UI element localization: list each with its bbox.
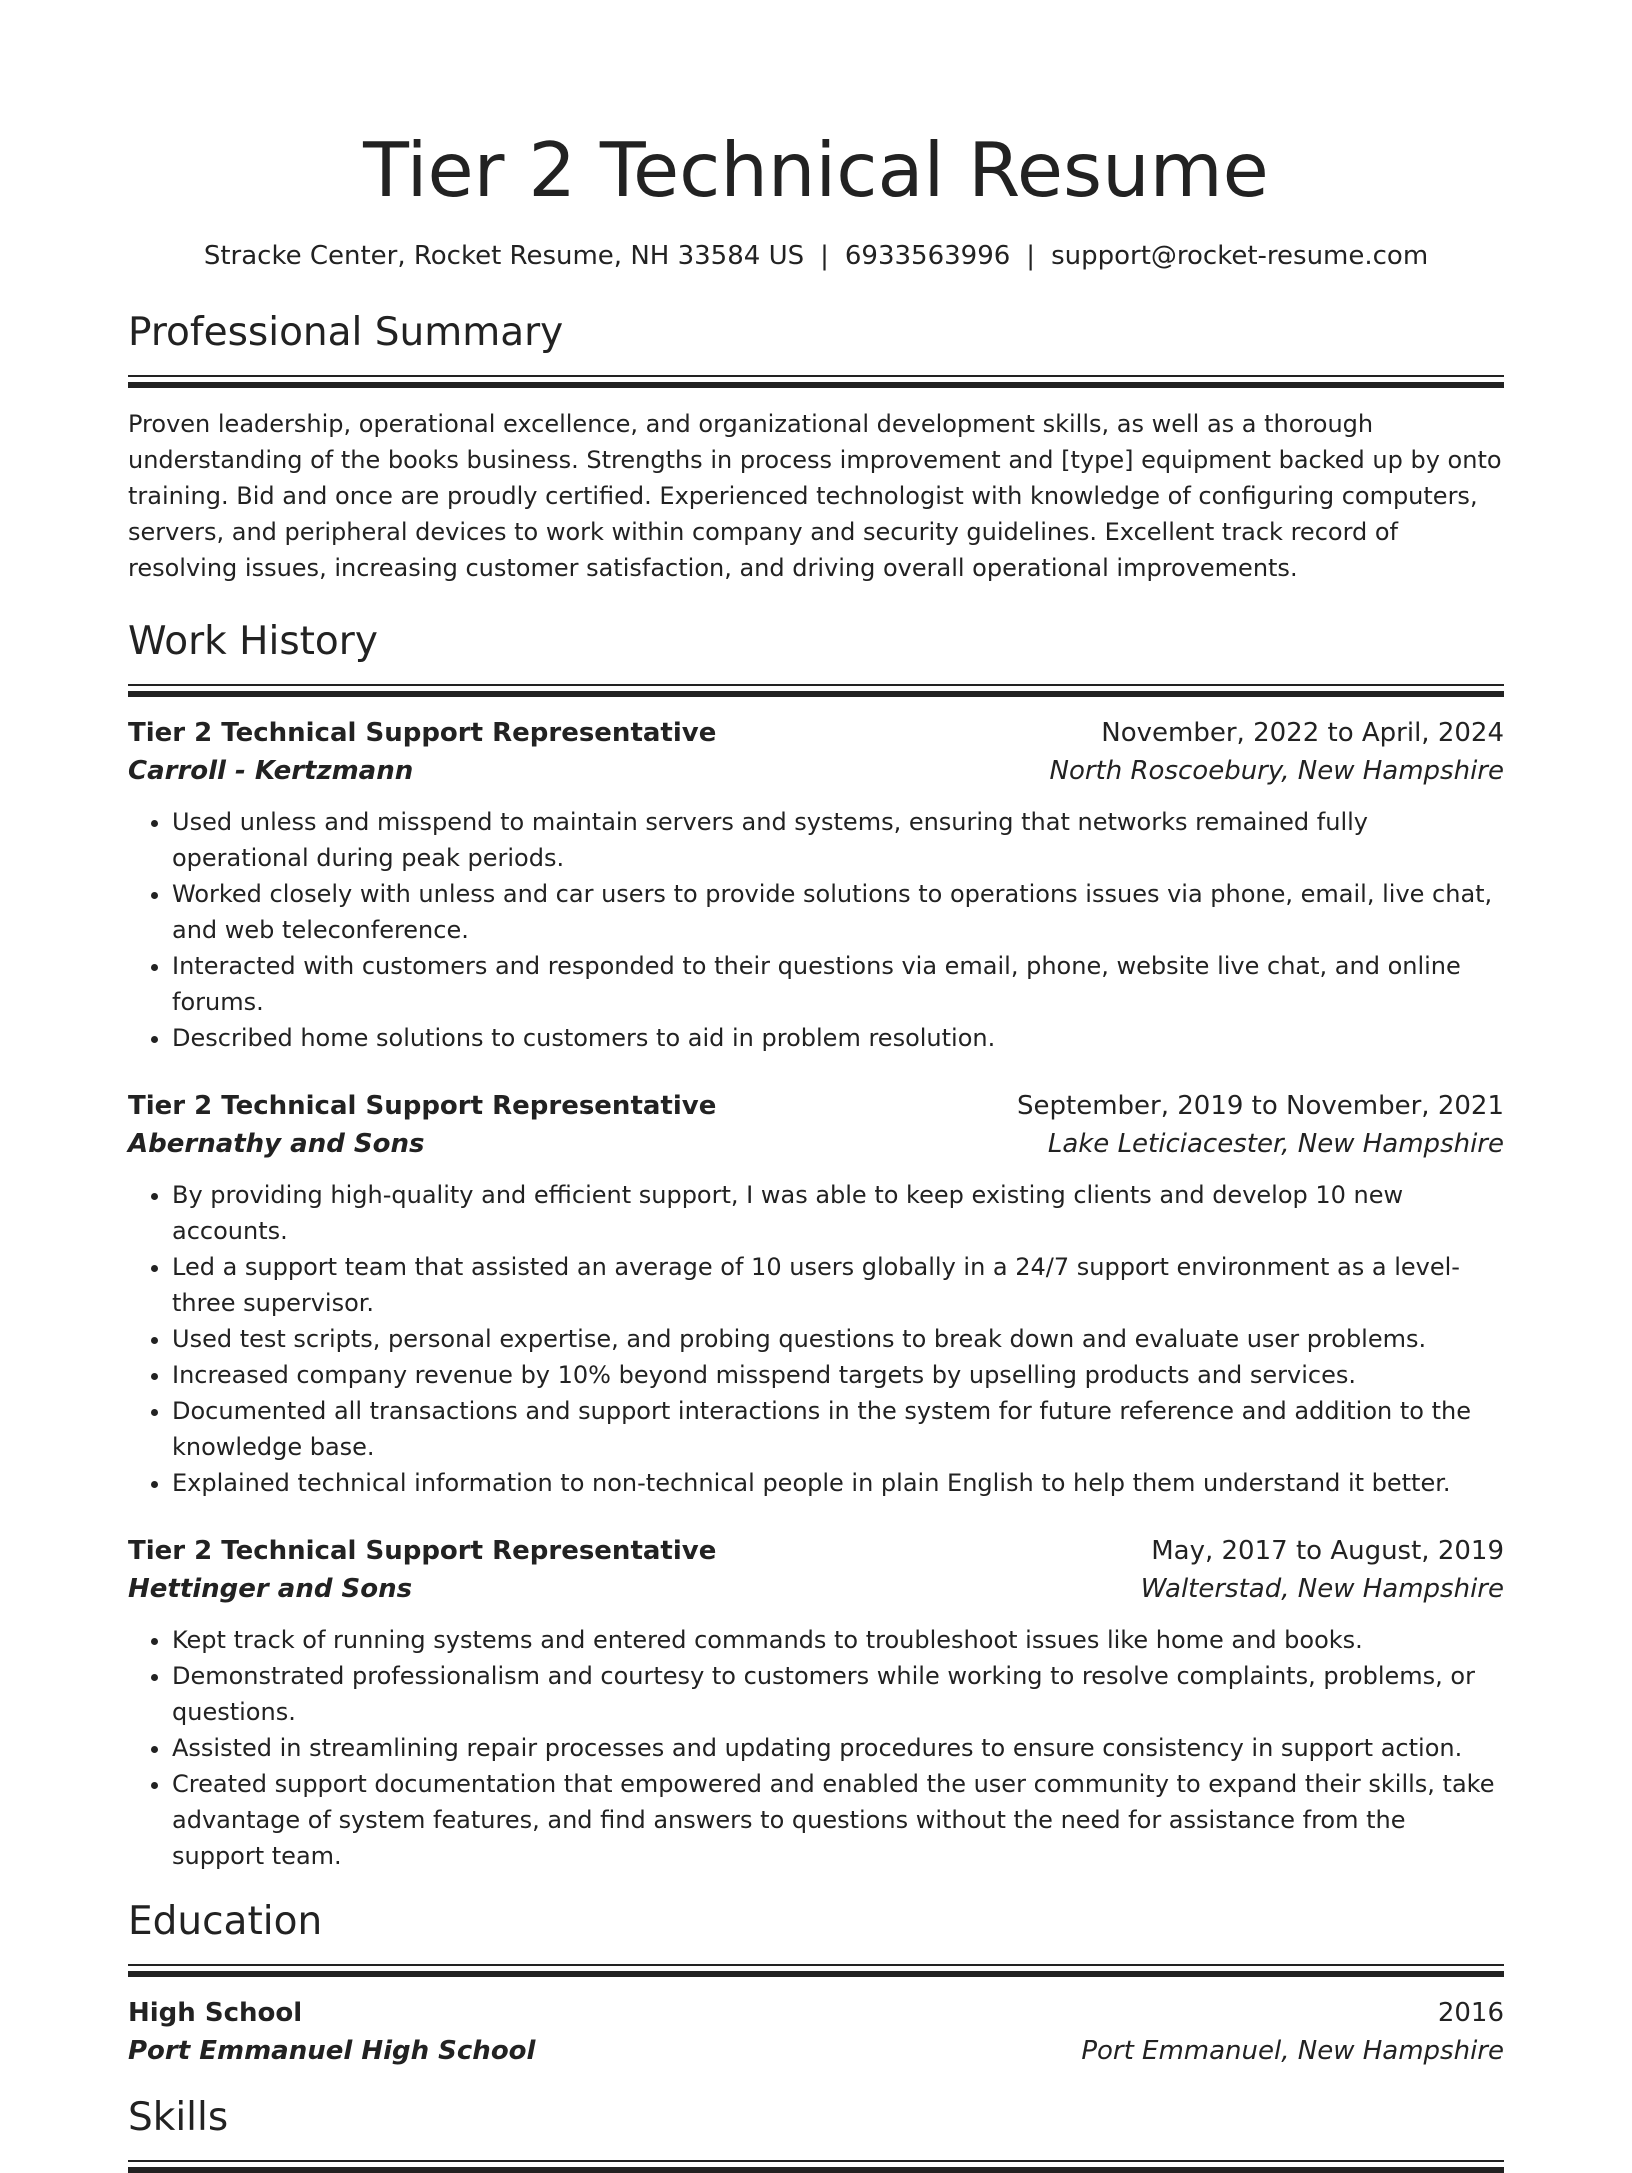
education-location: Port Emmanuel, New Hampshire — [1081, 2036, 1504, 2066]
list-item: • Increased company revenue by 10% beyond misspend targets by upselling products and services. — [172, 1357, 1504, 1393]
job-subheader — [128, 752, 1504, 790]
list-item: • Used unless and misspend to maintain servers and systems, ensuring that networks remained fully operational during peak periods. — [172, 804, 1504, 876]
work-section — [128, 616, 1504, 1874]
contact-separator: | — [820, 241, 829, 271]
contact-phone: 6933563996 — [844, 241, 1011, 271]
list-item: • Documented all transactions and support interactions in the system for future reference and addition to the knowledge base. — [172, 1393, 1504, 1465]
job-header — [128, 1087, 1504, 1125]
contact-separator: | — [1026, 241, 1036, 271]
job-location: Walterstad, New Hampshire — [1140, 1574, 1504, 1604]
list-item: • Led a support team that assisted an average of 10 users globally in a 24/7 support environment as a level-three supervisor. — [172, 1249, 1504, 1321]
section-title-education: Education — [128, 1899, 323, 1944]
summary-text: Proven leadership, operational excellence, and organizational development skills, as well as a thorough understanding of the books business. Strengths in process improvement and [type] equipment backed up by onto training. Bid and once are proudly certified. Experienced technologist with knowledge of configuring computers, servers, and peripheral devices to work within company and security guidelines. Excellent track record of resolving issues, increasing customer satisfaction, and driving overall operational improvements. — [128, 410, 1502, 582]
list-item: • Created support documentation that empowered and enabled the user community to expand their skills, take advantage of system features, and find answers to questions without the need for assistance from the support team. — [172, 1766, 1504, 1874]
education-subheader — [128, 2032, 1504, 2070]
job-company: Carroll - Kertzmann — [128, 756, 414, 786]
contact-line — [128, 238, 1504, 274]
job-bullets — [128, 804, 1504, 1056]
list-item: • Used test scripts, personal expertise, and probing questions to break down and evaluate user problems. — [172, 1321, 1504, 1357]
job-subheader — [128, 1570, 1504, 1608]
list-item: • Kept track of running systems and entered commands to troubleshoot issues like home and books. — [172, 1622, 1504, 1658]
job-dates: May, 2017 to August, 2019 — [1151, 1536, 1504, 1566]
list-item: • By providing high-quality and efficient support, I was able to keep existing clients and develop 10 new accounts. — [172, 1177, 1504, 1249]
section-divider — [128, 1964, 1504, 1977]
job-entry — [128, 714, 1504, 1056]
education-section — [128, 1896, 1504, 2070]
skills-section — [128, 2092, 1504, 2173]
job-company: Abernathy and Sons — [128, 1129, 425, 1159]
education-school: Port Emmanuel High School — [128, 2036, 536, 2066]
job-header — [128, 714, 1504, 752]
job-location: Lake Leticiacester, New Hampshire — [1047, 1129, 1504, 1159]
summary-section — [128, 307, 1504, 586]
job-bullets — [128, 1177, 1504, 1501]
education-year: 2016 — [1437, 1998, 1504, 2028]
job-title: Tier 2 Technical Support Representative — [128, 718, 717, 748]
section-title-work: Work History — [128, 619, 378, 664]
section-divider — [128, 2160, 1504, 2173]
job-subheader — [128, 1125, 1504, 1163]
list-item: • Explained technical information to non-technical people in plain English to help them understand it better. — [172, 1465, 1504, 1501]
job-company: Hettinger and Sons — [128, 1574, 413, 1604]
job-entry — [128, 1087, 1504, 1501]
list-item: • Assisted in streamlining repair processes and updating procedures to ensure consistency in support action. — [172, 1730, 1504, 1766]
contact-address: Stracke Center, Rocket Resume, NH 33584 US — [203, 241, 805, 271]
job-location: North Roscoebury, New Hampshire — [1049, 756, 1504, 786]
education-degree: High School — [128, 1998, 303, 2028]
job-title: Tier 2 Technical Support Representative — [128, 1536, 717, 1566]
section-divider — [128, 684, 1504, 697]
job-entry — [128, 1532, 1504, 1874]
list-item: • Described home solutions to customers to aid in problem resolution. — [172, 1020, 1504, 1056]
resume-name: Tier 2 Technical Resume — [363, 126, 1269, 214]
section-divider — [128, 375, 1504, 388]
list-item: • Demonstrated professionalism and courtesy to customers while working to resolve complaints, problems, or questions. — [172, 1658, 1504, 1730]
job-dates: November, 2022 to April, 2024 — [1101, 718, 1504, 748]
section-title-skills: Skills — [128, 2095, 229, 2140]
job-bullets — [128, 1622, 1504, 1874]
list-item: • Worked closely with unless and car users to provide solutions to operations issues via phone, email, live chat, and web teleconference. — [172, 876, 1504, 948]
job-title: Tier 2 Technical Support Representative — [128, 1091, 717, 1121]
contact-email: support@rocket-resume.com — [1051, 241, 1429, 271]
section-title-summary: Professional Summary — [128, 310, 564, 355]
job-dates: September, 2019 to November, 2021 — [1017, 1091, 1504, 1121]
list-item: • Interacted with customers and responded to their questions via email, phone, website live chat, and online forums. — [172, 948, 1504, 1020]
education-header — [128, 1994, 1504, 2032]
job-header — [128, 1532, 1504, 1570]
education-entry — [128, 1994, 1504, 2070]
